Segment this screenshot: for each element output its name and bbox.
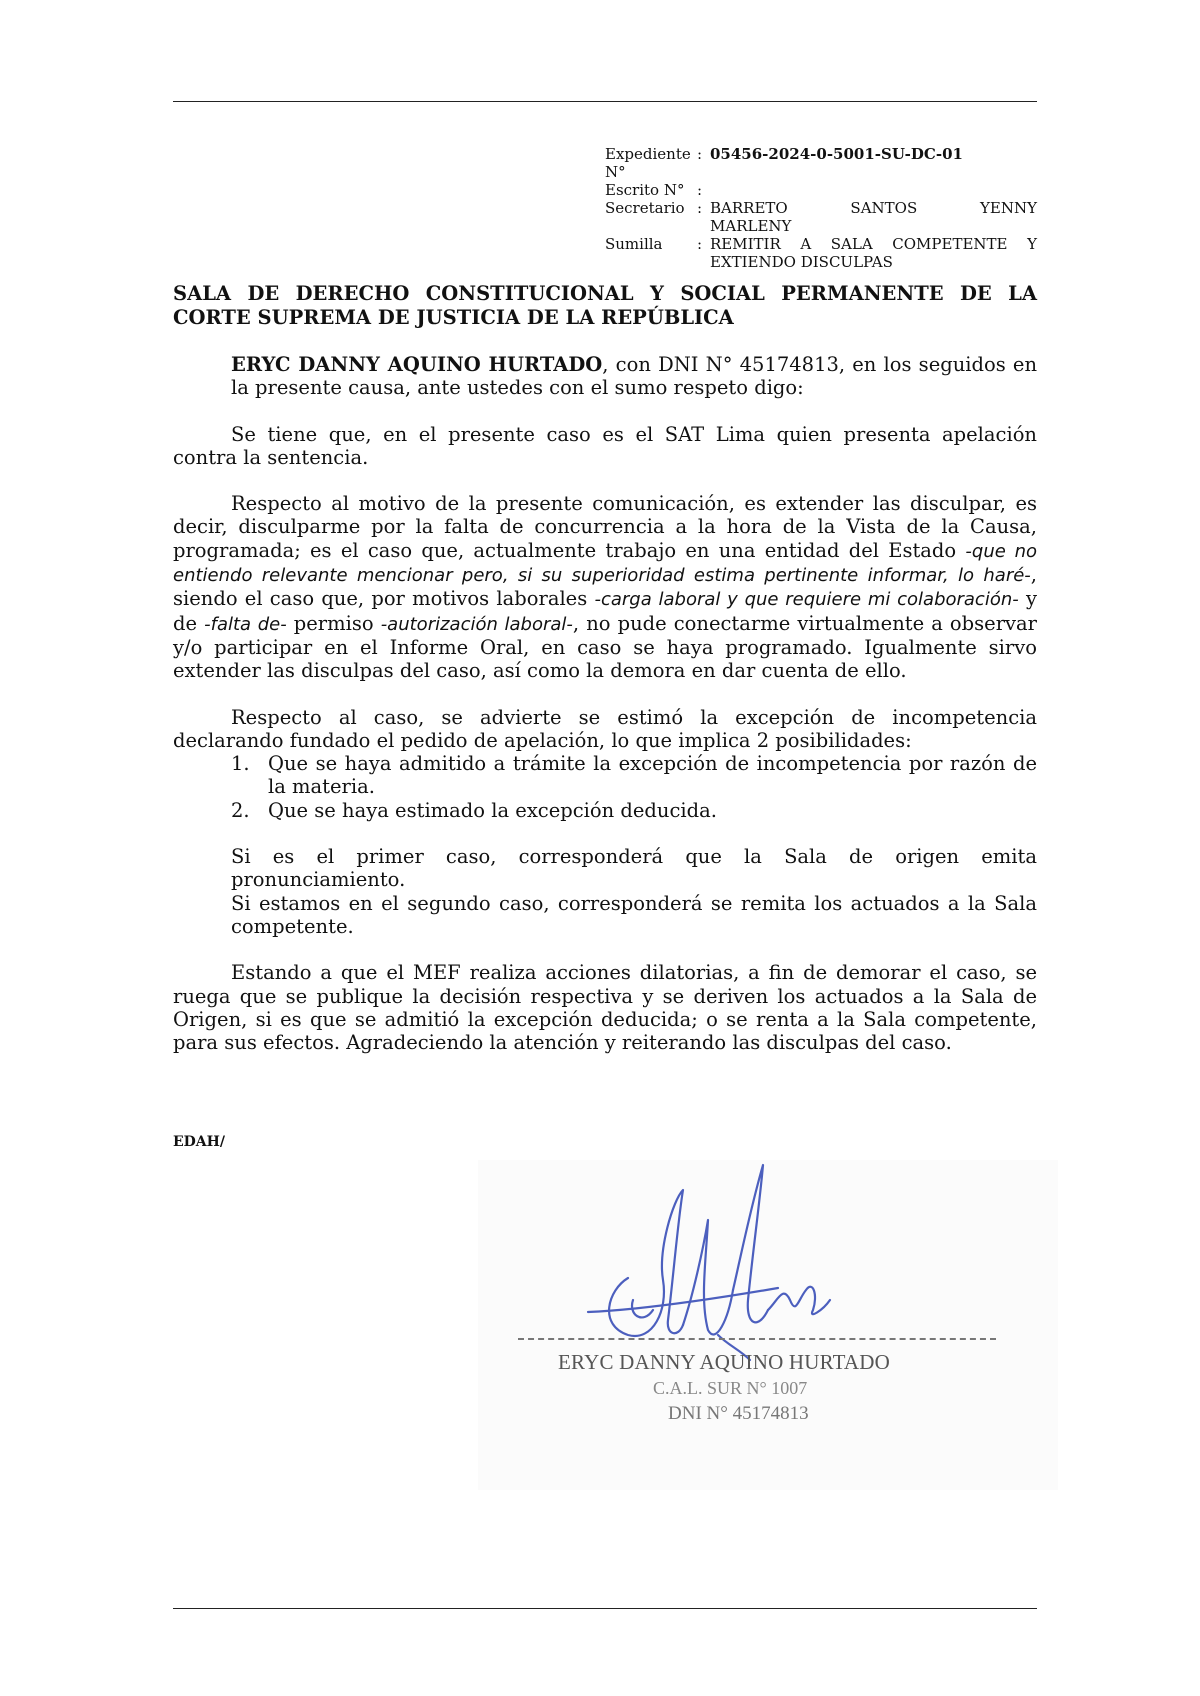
- initials: EDAH/: [173, 1134, 226, 1150]
- top-rule: [173, 101, 1037, 102]
- paragraph-4a: Si es el primer caso, corresponderá que la Sala de origen emita pronunciamiento.: [231, 845, 1037, 892]
- sumilla-label: Sumilla: [605, 235, 663, 253]
- secretario-sep: :: [697, 199, 703, 217]
- paragraph-2-part2: , siendo el caso que, por motivos laborales: [173, 563, 1037, 611]
- sumilla-sep: :: [697, 235, 703, 253]
- list-item: 1. Que se haya admitido a trámite la excepción de incompetencia por razón de la materia.: [231, 752, 1037, 799]
- possibilities-list: [173, 752, 1037, 822]
- intro-paragraph: [173, 353, 1037, 400]
- sumilla-value: REMITIR A SALA COMPETENTE Y: [710, 235, 1037, 253]
- expediente-label: Expediente N°: [605, 145, 691, 181]
- secretario-value-cont: MARLENY: [710, 217, 792, 235]
- sumilla-value-cont: EXTIENDO DISCULPAS: [710, 253, 893, 271]
- escrito-label: Escrito N°: [605, 181, 685, 199]
- secretario-value: BARRETO SANTOS YENNY: [710, 199, 1037, 217]
- bottom-rule: [173, 1608, 1037, 1609]
- paragraph-2-part5: , no pude conectarme virtualmente a observar y/o participar en el Informe Oral, en caso se haya programado. Igualmente sirvo extender las disculpas del caso, así como la demora en dar cuenta de ello.: [173, 611, 1037, 683]
- signature-line: [518, 1338, 996, 1340]
- paragraph-2-italic1: -que no entiendo relevante mencionar pero, si su superioridad estima pertinente informar, lo haré-: [173, 540, 1038, 587]
- paragraph-2-part3: y de: [173, 587, 1037, 635]
- case-header: [605, 145, 1037, 271]
- paragraph-2-italic2: -carga laboral y que requiere mi colaboración-: [594, 589, 1019, 611]
- signature-dni: DNI N° 45174813: [668, 1403, 809, 1424]
- petitioner-name: ERYC DANNY AQUINO HURTADO: [231, 353, 603, 376]
- paragraph-5: Estando a que el MEF realiza acciones dilatorias, a fin de demorar el caso, se ruega que se publique la decisión respectiva y se deriven los actuados a la Sala de Origen, si es que se admitió la excepción deducida; o se renta a la Sala competente, para sus efectos. Agradeciendo la atención y reiterando las disculpas del caso.: [173, 961, 1037, 1055]
- paragraph-4b: Si estamos en el segundo caso, corresponderá se remita los actuados a la Sala competente.: [231, 891, 1037, 938]
- expediente-value: 05456-2024-0-5001-SU-DC-01: [710, 145, 963, 163]
- escrito-value: [710, 181, 1037, 199]
- signature-name: ERYC DANNY AQUINO HURTADO: [558, 1350, 891, 1374]
- escrito-row: [605, 181, 1037, 199]
- paragraph-3: Respecto al caso, se advierte se estimó la excepción de incompetencia declarando fundado el pedido de apelación, lo que implica 2 posibilidades:: [173, 705, 1037, 752]
- expediente-sep: :: [697, 145, 703, 163]
- document-body: [173, 353, 1037, 1054]
- paragraph-2-italic3: -falta de-: [204, 613, 287, 635]
- expediente-row: [605, 145, 1037, 181]
- escrito-sep: :: [697, 181, 703, 199]
- paragraph-2: [173, 492, 1037, 682]
- list-item: 2. Que se haya estimado la excepción deducida.: [231, 798, 717, 822]
- signature-block: [478, 1160, 1058, 1490]
- intro-text: , con DNI N° 45174813, en los seguidos en la presente causa, ante ustedes con el sumo respeto digo:: [231, 353, 1038, 400]
- paragraph-1: Se tiene que, en el presente caso es el SAT Lima quien presenta apelación contra la sentencia.: [173, 422, 1037, 469]
- secretario-label: Secretario: [605, 199, 685, 217]
- sumilla-row: [605, 235, 1037, 253]
- paragraph-2-part4: permiso: [286, 611, 381, 635]
- addressee: SALA DE DERECHO CONSTITUCIONAL Y SOCIAL PERMANENTE DE LA CORTE SUPREMA DE JUSTICIA DE LA REPÚBLICA: [173, 282, 1037, 329]
- paragraph-2-part1: Respecto al motivo de la presente comunicación, es extender las disculpar, es decir, disculparme por la falta de concurrencia a la hora de la Vista de la Causa, programada; es el caso que, actualmente trabajo en una entidad del Estado: [173, 492, 1037, 562]
- secretario-row: [605, 199, 1037, 217]
- paragraph-2-italic4: -autorización laboral-: [380, 613, 573, 635]
- signature-cal: C.A.L. SUR N° 1007: [653, 1378, 808, 1398]
- signature-image: [478, 1160, 1058, 1490]
